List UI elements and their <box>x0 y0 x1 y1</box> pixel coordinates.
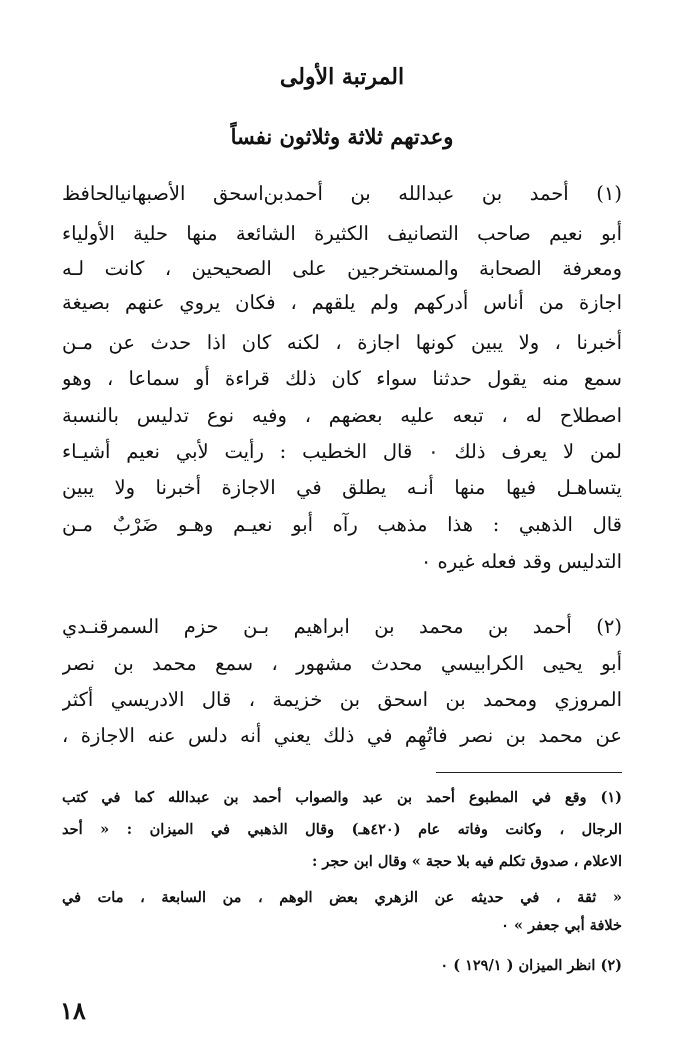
entry-2-line: أبو يحيى الكرابيسي محدث مشهور ، سمع محمد بن نصر <box>62 652 622 675</box>
entry-1-line: اصطلاح له ، تبعه عليه بعضهم ، وفيه نوع تدليس بالنسبة <box>62 404 622 427</box>
entry-1-line: أبو نعيم صاحب التصانيف الكثيرة الشائعة منها حلية الأولياء <box>62 222 622 245</box>
entry-1-line: يتساهـل فيها منها أنـه يطلق في الاجازة أخبرنا ولا يبين <box>62 476 622 499</box>
entry-1-line: (١) أحمد بن عبدالله بن أحمدبن‌اسحق الأصبهانيالحافظ <box>62 182 622 205</box>
entry-1-line: سمع منه يقول حدثنا سواء كان ذلك قراءة أو سماعا ، وهو <box>62 367 622 390</box>
section-subheading: وعدتهم ثلاثة وثلاثون نفساً <box>230 124 454 149</box>
footnote-line: خلافة أبي جعفر » ٠ <box>501 917 622 934</box>
entry-2-line: المروزي ومحمد بن اسحق بن خزيمة ، قال الادريسي أكثر <box>62 688 622 711</box>
footnote-line: الاعلام ، صدوق تكلم فيه بلا حجة » وقال ابن حجر : <box>311 853 622 870</box>
entry-1-line: اجازة من أناس أدركهم ولم يلقهم ، فكان يروي عنهم بصيغة <box>62 291 622 314</box>
footnote-divider <box>436 772 622 773</box>
entry-1-line: ومعرفة الصحابة والمستخرجين على الصحيحين ، كانت لـه <box>62 257 622 280</box>
entry-1-line: لمن لا يعرف ذلك ٠ قال الخطيب : رأيت لأبي نعيم أشيـاء <box>62 440 622 463</box>
footnote-line: (٢) انظر الميزان ( ١٢٩/١ ) ٠ <box>440 957 622 974</box>
entry-2-line: عن محمد بن نصر فاتُهِم في ذلك يعني أنه دلس عنه الاجازة ، <box>62 724 622 747</box>
entry-1-line: قال الذهبي : هذا مذهب رآه أبو نعيـم وهـو ضَرْبٌ مـن <box>62 513 622 536</box>
footnote-line: « ثقة ، في حديثه عن الزهري بعض الوهم ، من السابعة ، مات في <box>62 889 622 906</box>
footnote-line: الرجال ، وكانت وفاته عام (٤٢٠هـ) وقال الذهبي في الميزان : « أحد <box>62 821 622 838</box>
section-heading: المرتبة الأولى <box>279 64 405 90</box>
footnote-line: (١) وقع في المطبوع أحمد بن عبد والصواب أحمد بن عبدالله كما في كتب <box>62 789 622 806</box>
page-number: ١٨ <box>60 996 86 1025</box>
entry-1-line: التدليس وقد فعله غيره ٠ <box>420 550 622 573</box>
entry-2-line: (٢) أحمد بن محمد بن ابراهيم بـن حزم السمرقنـدي <box>62 615 622 638</box>
entry-1-line: أخبرنا ، ولا يبين كونها اجازة ، لكنه كان اذا حدث عن مـن <box>62 331 622 354</box>
